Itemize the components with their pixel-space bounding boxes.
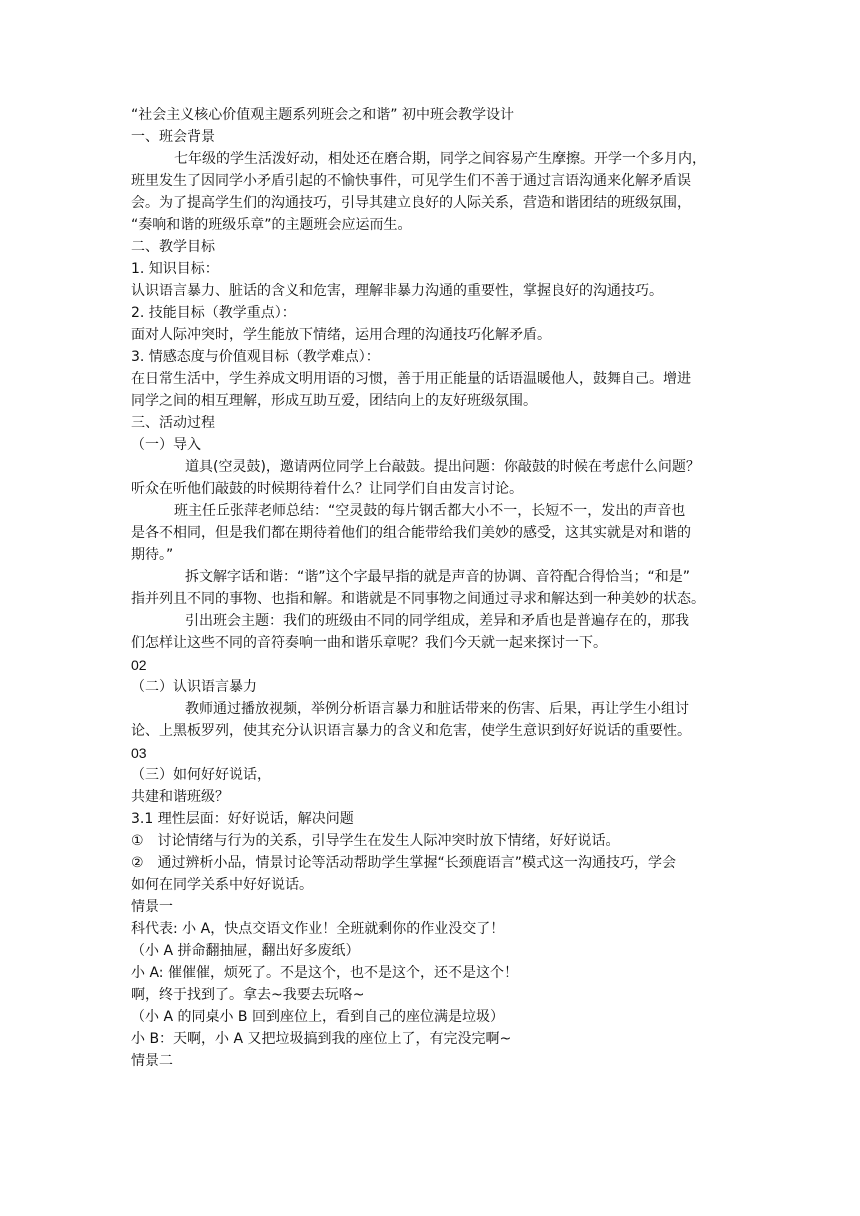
process-3-1-item-2-line-1: ② 通过辨析小品，情景讨论等活动帮助学生掌握“长颈鹿语言”模式这一沟通技巧，学会 — [131, 855, 677, 871]
section-number-03: 03 — [131, 745, 147, 761]
goal-3-text-line-2: 同学之间的相互理解，形成互助互爱，团结向上的友好班级氛围。 — [131, 393, 537, 409]
process-1-para-a-line-2: 听众在听他们敲鼓的时候期待着什么？让同学们自由发言讨论。 — [131, 481, 523, 497]
background-line-2: 班里发生了因同学小矛盾引起的不愉快事件，可见学生们不善于通过言语沟通来化解矛盾误 — [131, 173, 691, 189]
process-2-para-line-2: 论、上黑板罗列，使其充分认识语言暴力的含义和危害，使学生意识到好好说话的重要性。 — [131, 723, 691, 739]
process-3-1-item-2-line-2: 如何在同学关系中好好说话。 — [131, 877, 313, 893]
section-heading-process: 三、活动过程 — [131, 415, 215, 431]
document-body — [131, 104, 731, 1072]
process-1-para-a-line-1: 道具(空灵鼓)，邀请两位同学上台敲鼓。提出问题：你敲鼓的时候在考虑什么问题？ — [185, 459, 700, 475]
process-1-para-c-line-2: 指并列且不同的事物、也指和解。和谐就是不同事物之间通过寻求和解达到一种美妙的状态。 — [131, 591, 705, 607]
document-title: “社会主义核心价值观主题系列班会之和谐” 初中班会教学设计 — [131, 107, 514, 123]
scene-1-line-1: 科代表: 小 A，快点交语文作业！全班就剩你的作业没交了！ — [131, 921, 505, 937]
process-1-heading: （一）导入 — [131, 437, 201, 453]
goal-3-text-line-1: 在日常生活中，学生养成文明用语的习惯，善于用正能量的话语温暖他人，鼓舞自己。增进 — [131, 371, 691, 387]
process-3-heading-line-1: （三）如何好好说话， — [131, 767, 271, 783]
process-2-para-line-1: 教师通过播放视频，举例分析语言暴力和脏话带来的伤害、后果，再让学生小组讨 — [185, 701, 689, 717]
section-number-02: 02 — [131, 657, 147, 673]
background-line-3: 会。为了提高学生们的沟通技巧，引导其建立良好的人际关系，营造和谐团结的班级氛围， — [131, 195, 691, 211]
section-heading-background: 一、班会背景 — [131, 129, 215, 145]
process-3-1-heading: 3.1 理性层面：好好说话，解决问题 — [131, 811, 354, 827]
goal-3-heading: 3. 情感态度与价值观目标（教学难点）： — [131, 349, 380, 365]
process-1-para-d-line-1: 引出班会主题：我们的班级由不同的同学组成，差异和矛盾也是普遍存在的，那我 — [185, 613, 689, 629]
section-heading-goals: 二、教学目标 — [131, 239, 215, 255]
process-1-para-d-line-2: 们怎样让这些不同的音符奏响一曲和谐乐章呢？我们今天就一起来探讨一下。 — [131, 635, 607, 651]
scene-1-line-3: 小 A: 催催催，烦死了。不是这个，也不是这个，还不是这个！ — [131, 965, 518, 981]
background-line-4: “奏响和谐的班级乐章”的主题班会应运而生。 — [131, 217, 412, 233]
scene-1-line-2: （小 A 拼命翻抽屉，翻出好多废纸） — [131, 943, 360, 959]
background-line-1: 七年级的学生活泼好动，相处还在磨合期，同学之间容易产生摩擦。开学一个多月内， — [174, 151, 706, 167]
process-1-para-b-line-1: 班主任丘张萍老师总结：“空灵鼓的每片钢舌都大小不一，长短不一，发出的声音也 — [174, 503, 686, 519]
process-3-1-item-1: ① 讨论情绪与行为的关系，引导学生在发生人际冲突时放下情绪，好好说话。 — [131, 833, 620, 849]
scene-1-line-4: 啊，终于找到了。拿去~我要去玩咯~ — [131, 987, 365, 1003]
scene-1-label: 情景一 — [131, 899, 173, 915]
goal-1-heading: 1. 知识目标： — [131, 261, 219, 277]
process-1-para-b-line-3: 期待。” — [131, 547, 174, 563]
scene-2-label: 情景二 — [131, 1053, 173, 1069]
process-1-para-b-line-2: 是各不相同，但是我们都在期待着他们的组合能带给我们美妙的感受，这其实就是对和谐的 — [131, 525, 691, 541]
goal-1-text: 认识语言暴力、脏话的含义和危害，理解非暴力沟通的重要性，掌握良好的沟通技巧。 — [131, 283, 663, 299]
goal-2-heading: 2. 技能目标（教学重点）： — [131, 305, 296, 321]
process-3-heading-line-2: 共建和谐班级？ — [131, 789, 229, 805]
scene-1-line-6: 小 B：天啊，小 A 又把垃圾搞到我的座位上了，有完没完啊~ — [131, 1031, 512, 1047]
goal-2-text: 面对人际冲突时，学生能放下情绪，运用合理的沟通技巧化解矛盾。 — [131, 327, 551, 343]
scene-1-line-5: （小 A 的同桌小 B 回到座位上，看到自己的座位满是垃圾） — [131, 1009, 504, 1025]
process-1-para-c-line-1: 拆文解字话和谐：“谐”这个字最早指的就是声音的协调、音符配合得恰当；“和是” — [185, 569, 691, 585]
process-2-heading: （二）认识语言暴力 — [131, 679, 257, 695]
